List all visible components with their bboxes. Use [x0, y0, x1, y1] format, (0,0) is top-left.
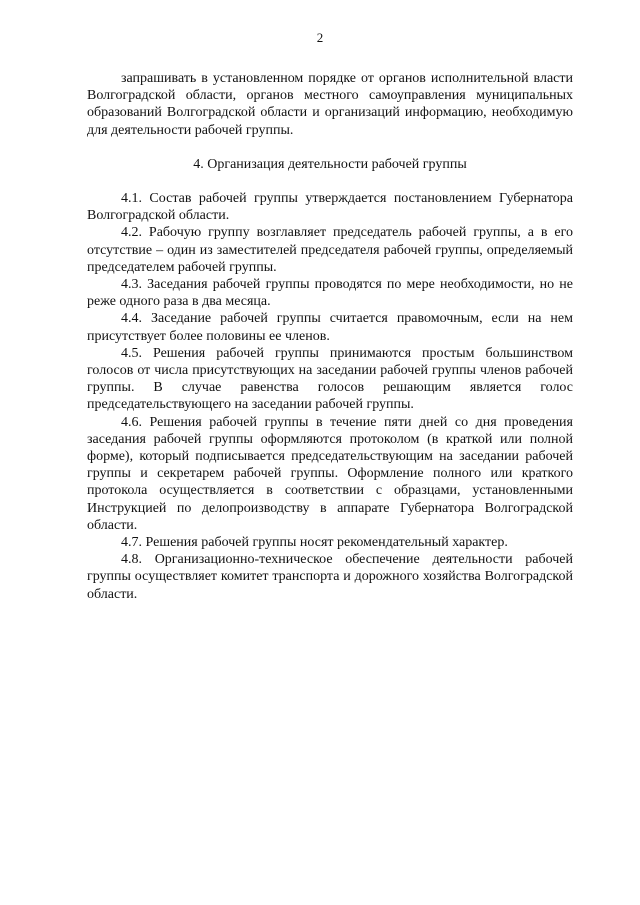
clause-4-7: 4.7. Решения рабочей группы носят рекомендательный характер.	[121, 535, 508, 551]
section-heading: 4. Организация деятельности рабочей группы	[193, 156, 467, 172]
clause-4-1: 4.1. Состав рабочей группы утверждается постановлением Губернатора Волгоградской области.	[87, 191, 573, 224]
clause-4-2: 4.2. Рабочую группу возглавляет председатель рабочей группы, а в его отсутствие – один из заместителей председателя рабочей группы, определяемый председателем рабочей группы.	[87, 225, 573, 275]
page-number: 2	[316, 30, 324, 45]
clause-4-3: 4.3. Заседания рабочей группы проводятся по мере необходимости, но не реже одного раза в два месяца.	[87, 277, 573, 310]
clause-4-6: 4.6. Решения рабочей группы в течение пяти дней со дня проведения заседания рабочей группы оформляются протоколом (в краткой или полной форме), который подписывается председательствующим на заседании рабочей группы и секретарем рабочей группы. Оформление полного или краткого протокола осуществляется в соответствии с образцами, установленными Инструкцией по делопроизводству в аппарате Губернатора Волгоградской области.	[87, 414, 573, 533]
clause-4-4: 4.4. Заседание рабочей группы считается правомочным, если на нем присутствует более половины ее членов.	[87, 311, 573, 344]
document-body	[87, 70, 573, 603]
clause-4-5: 4.5. Решения рабочей группы принимаются простым большинством голосов от числа присутствующих на заседании рабочей группы членов рабочей группы. В случае равенства голосов решающим является голос председательствующего на заседании рабочей группы.	[87, 345, 573, 413]
intro-paragraph: запрашивать в установленном порядке от органов исполнительной власти Волгоградской области, органов местного самоуправления муниципальных образований Волгоградской области и организаций информацию, необходимую для деятельности рабочей группы.	[87, 71, 573, 138]
clause-4-8: 4.8. Организационно-техническое обеспечение деятельности рабочей группы осуществляет комитет транспорта и дорожного хозяйства Волгоградской области.	[87, 552, 573, 602]
